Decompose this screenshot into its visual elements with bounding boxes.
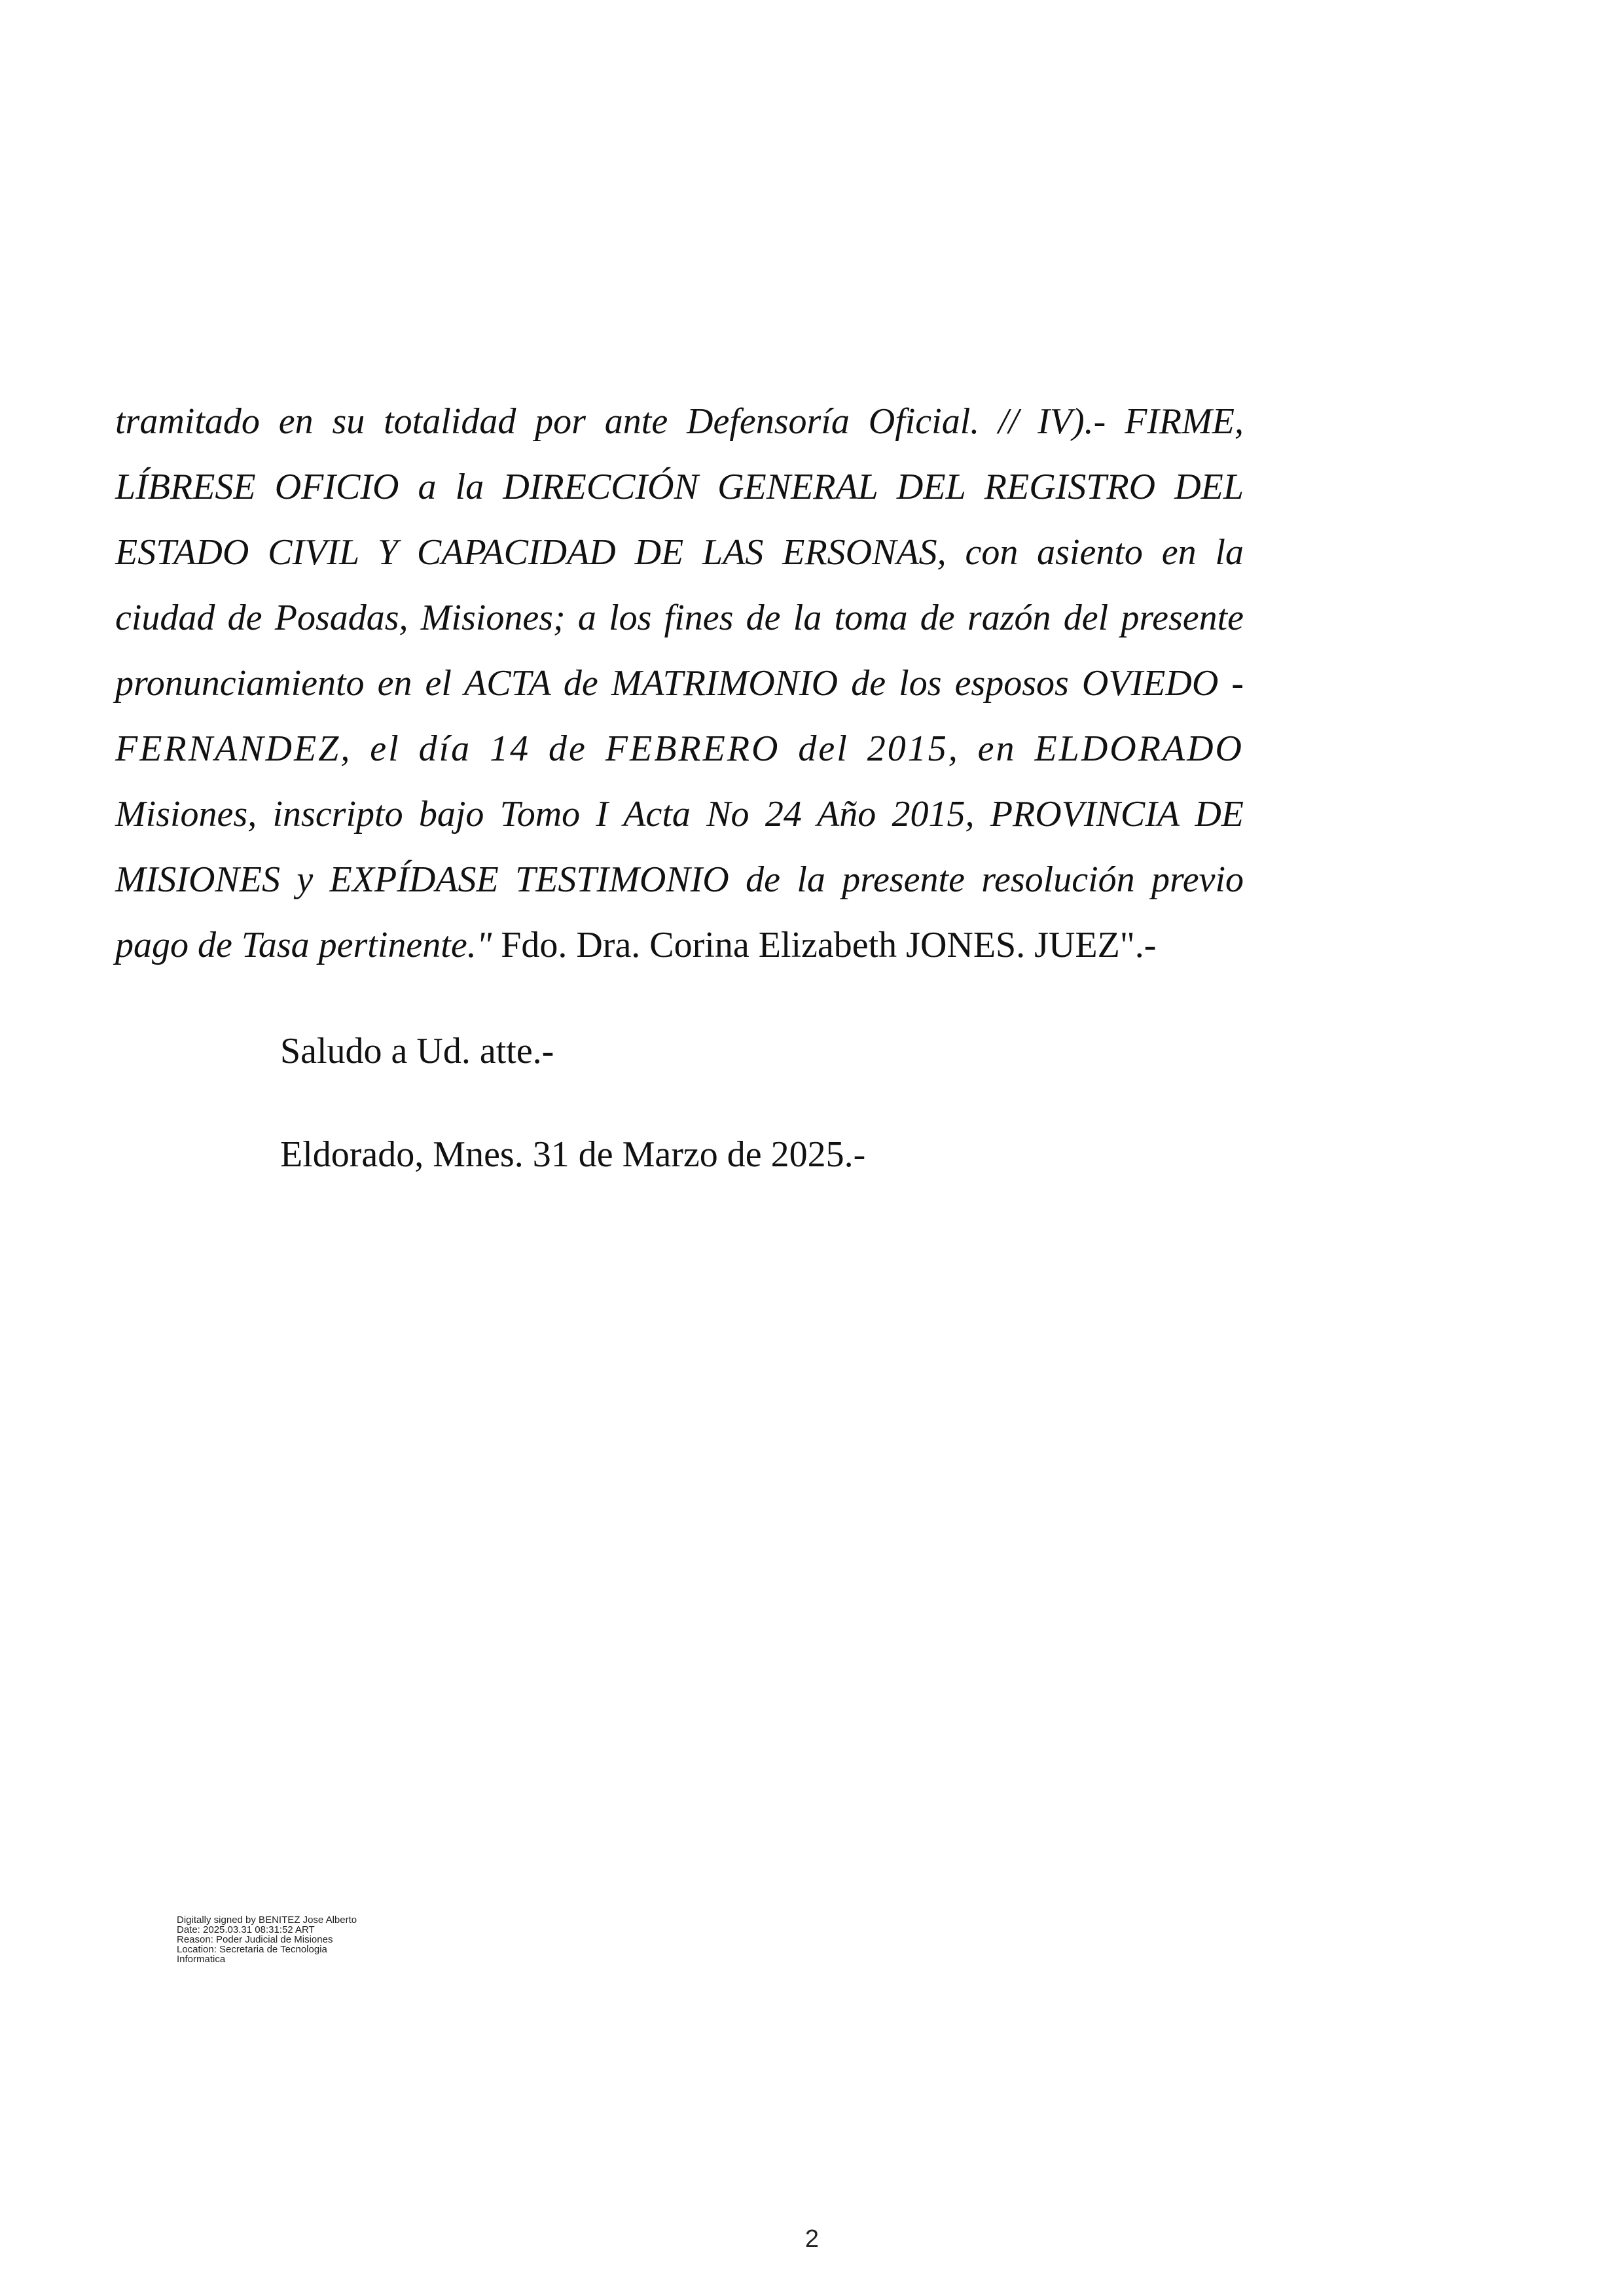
body-line-8: MISIONES y EXPÍDASE TESTIMONIO de la presente resolución previo — [115, 859, 1244, 900]
signature-date: Date: 2025.03.31 08:31:52 ART — [177, 1924, 315, 1935]
body-line-5: pronunciamiento en el ACTA de MATRIMONIO de los esposos OVIEDO - — [115, 663, 1244, 704]
page-number: 2 — [804, 2225, 820, 2253]
judge-signature-text: Fdo. Dra. Corina Elizabeth JONES. JUEZ".- — [492, 925, 1157, 965]
body-line-4: ciudad de Posadas, Misiones; a los fines de la toma de razón del presente — [115, 598, 1244, 638]
signature-location-cont: Informatica — [177, 1954, 226, 1965]
digital-signature-block — [177, 1915, 357, 1964]
body-line-1: tramitado en su totalidad por ante Defensoría Oficial. // IV).- FIRME, — [115, 401, 1244, 442]
body-line-9 — [115, 927, 1244, 963]
closing-place-date: Eldorado, Mnes. 31 de Marzo de 2025.- — [280, 1134, 866, 1175]
signature-reason: Reason: Poder Judicial de Misiones — [177, 1934, 333, 1945]
body-line-6: FERNANDEZ, el día 14 de FEBRERO del 2015, en ELDORADO — [115, 728, 1244, 769]
body-line-7: Misiones, inscripto bajo Tomo I Acta No 24 Año 2015, PROVINCIA DE — [115, 794, 1244, 834]
closing-greeting: Saludo a Ud. atte.- — [280, 1031, 554, 1071]
body-line-3: ESTADO CIVIL Y CAPACIDAD DE LAS ERSONAS, con asiento en la — [115, 532, 1244, 573]
signature-location: Location: Secretaria de Tecnologia — [177, 1944, 327, 1955]
signature-signed-by: Digitally signed by BENITEZ Jose Alberto — [177, 1914, 357, 1926]
quoted-resolution-end: pago de Tasa pertinente." — [115, 925, 492, 965]
body-line-2: LÍBRESE OFICIO a la DIRECCIÓN GENERAL DEL REGISTRO DEL — [115, 467, 1244, 507]
